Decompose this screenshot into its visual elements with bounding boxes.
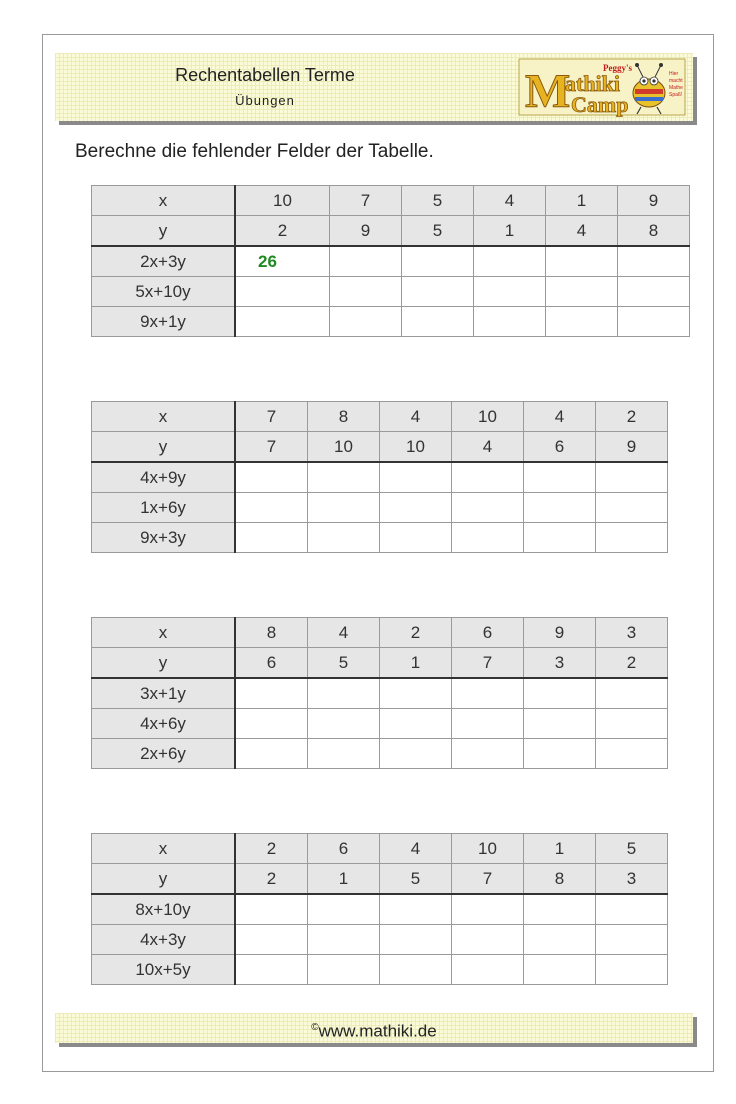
answer-cell[interactable] — [474, 277, 546, 307]
x-value: 4 — [308, 618, 380, 648]
term-row — [92, 246, 690, 277]
y-value: 9 — [596, 432, 668, 463]
x-value: 10 — [452, 402, 524, 432]
table-row-y — [92, 432, 668, 463]
calc-table-3 — [91, 617, 668, 769]
row-label-x: x — [92, 186, 236, 216]
y-value: 2 — [235, 216, 330, 247]
table-row-x — [92, 834, 668, 864]
footer-url[interactable]: www.mathiki.de — [318, 1021, 437, 1041]
answer-cell[interactable] — [618, 246, 690, 277]
y-value: 9 — [330, 216, 402, 247]
answer-cell[interactable] — [380, 462, 452, 493]
answer-cell[interactable] — [330, 277, 402, 307]
answer-cell[interactable] — [235, 523, 308, 553]
x-value: 4 — [524, 402, 596, 432]
page-subtitle: Übungen — [235, 93, 295, 108]
answer-cell[interactable] — [402, 277, 474, 307]
x-value: 7 — [235, 402, 308, 432]
y-value: 6 — [524, 432, 596, 463]
answer-cell[interactable] — [452, 955, 524, 985]
term-row — [92, 523, 668, 553]
y-value: 5 — [308, 648, 380, 679]
y-value: 3 — [596, 864, 668, 895]
x-value: 10 — [452, 834, 524, 864]
answer-cell[interactable] — [524, 462, 596, 493]
x-value: 2 — [380, 618, 452, 648]
answer-cell[interactable] — [308, 709, 380, 739]
term-label: 2x+3y — [92, 246, 236, 277]
answer-cell-example: 26 — [235, 246, 330, 277]
term-row — [92, 709, 668, 739]
table-row-x — [92, 402, 668, 432]
answer-cell[interactable] — [596, 523, 668, 553]
answer-cell[interactable] — [235, 462, 308, 493]
row-label-y: y — [92, 216, 236, 247]
y-value: 7 — [235, 432, 308, 463]
answer-cell[interactable] — [308, 493, 380, 523]
answer-cell[interactable] — [402, 307, 474, 337]
y-value: 10 — [308, 432, 380, 463]
y-value: 2 — [596, 648, 668, 679]
term-label: 4x+3y — [92, 925, 236, 955]
answer-cell[interactable] — [308, 523, 380, 553]
answer-cell[interactable] — [380, 894, 452, 925]
table-row-y — [92, 648, 668, 679]
answer-cell[interactable] — [596, 709, 668, 739]
answer-cell[interactable] — [452, 709, 524, 739]
term-label: 10x+5y — [92, 955, 236, 985]
answer-cell[interactable] — [330, 246, 402, 277]
header-banner — [55, 53, 693, 121]
term-row — [92, 925, 668, 955]
term-row — [92, 462, 668, 493]
logo-athiki: athiki — [565, 71, 621, 96]
table-row-x — [92, 618, 668, 648]
answer-cell[interactable] — [402, 246, 474, 277]
answer-cell[interactable] — [452, 523, 524, 553]
answer-cell[interactable] — [452, 739, 524, 769]
task-instruction: Berechne die fehlender Felder der Tabelle. — [75, 141, 434, 162]
answer-cell[interactable] — [596, 739, 668, 769]
answer-cell[interactable] — [618, 277, 690, 307]
answer-cell[interactable] — [380, 678, 452, 709]
y-value: 4 — [546, 216, 618, 247]
answer-cell[interactable] — [380, 925, 452, 955]
y-value: 5 — [380, 864, 452, 895]
answer-cell[interactable] — [235, 955, 308, 985]
term-row — [92, 493, 668, 523]
answer-cell[interactable] — [308, 678, 380, 709]
mathiki-camp-logo — [517, 57, 687, 117]
calc-table-4 — [91, 833, 668, 985]
svg-text:macht: macht — [669, 78, 683, 84]
answer-cell[interactable] — [452, 894, 524, 925]
answer-cell[interactable] — [524, 739, 596, 769]
copyright-symbol: © — [311, 1022, 319, 1033]
term-label: 9x+3y — [92, 523, 236, 553]
y-value: 8 — [618, 216, 690, 247]
answer-cell[interactable] — [308, 955, 380, 985]
logo-camp: Camp — [571, 92, 629, 117]
term-label: 3x+1y — [92, 678, 236, 709]
answer-cell[interactable] — [380, 709, 452, 739]
answer-cell[interactable] — [596, 462, 668, 493]
calc-table-1 — [91, 185, 690, 337]
x-value: 9 — [524, 618, 596, 648]
x-value: 4 — [380, 834, 452, 864]
answer-cell[interactable] — [235, 493, 308, 523]
logo-peggys: Peggy's — [603, 63, 632, 73]
term-label: 9x+1y — [92, 307, 236, 337]
answer-cell[interactable] — [380, 739, 452, 769]
term-row — [92, 277, 690, 307]
term-label: 8x+10y — [92, 894, 236, 925]
x-value: 3 — [596, 618, 668, 648]
answer-cell[interactable] — [524, 493, 596, 523]
calc-table-2 — [91, 401, 668, 553]
answer-cell[interactable] — [235, 277, 330, 307]
answer-cell[interactable] — [452, 678, 524, 709]
x-value: 7 — [330, 186, 402, 216]
answer-cell[interactable] — [546, 307, 618, 337]
answer-cell[interactable] — [618, 307, 690, 337]
x-value: 8 — [235, 618, 308, 648]
answer-cell[interactable] — [380, 523, 452, 553]
answer-cell[interactable] — [596, 925, 668, 955]
term-label: 5x+10y — [92, 277, 236, 307]
answer-cell[interactable] — [330, 307, 402, 337]
table-row-y — [92, 864, 668, 895]
term-row — [92, 307, 690, 337]
row-label-y: y — [92, 864, 236, 895]
answer-cell[interactable] — [524, 523, 596, 553]
y-value: 7 — [452, 648, 524, 679]
x-value: 5 — [596, 834, 668, 864]
y-value: 10 — [380, 432, 452, 463]
y-value: 5 — [402, 216, 474, 247]
answer-cell[interactable] — [596, 678, 668, 709]
term-label: 4x+9y — [92, 462, 236, 493]
answer-cell[interactable] — [235, 894, 308, 925]
x-value: 5 — [402, 186, 474, 216]
x-value: 9 — [618, 186, 690, 216]
term-row — [92, 678, 668, 709]
answer-cell[interactable] — [474, 307, 546, 337]
y-value: 8 — [524, 864, 596, 895]
logo-m-letter: M — [525, 65, 571, 117]
answer-cell[interactable] — [524, 709, 596, 739]
answer-cell[interactable] — [308, 739, 380, 769]
answer-cell[interactable] — [524, 925, 596, 955]
y-value: 1 — [474, 216, 546, 247]
row-label-x: x — [92, 402, 236, 432]
answer-cell[interactable] — [524, 955, 596, 985]
y-value: 1 — [380, 648, 452, 679]
x-value: 6 — [452, 618, 524, 648]
term-row — [92, 894, 668, 925]
answer-cell[interactable] — [474, 246, 546, 277]
answer-cell[interactable] — [596, 955, 668, 985]
answer-cell[interactable] — [524, 894, 596, 925]
answer-cell[interactable] — [235, 709, 308, 739]
y-value: 3 — [524, 648, 596, 679]
x-value: 1 — [524, 834, 596, 864]
svg-text:Spaß!: Spaß! — [669, 92, 683, 98]
row-label-x: x — [92, 834, 236, 864]
row-label-x: x — [92, 618, 236, 648]
answer-cell[interactable] — [596, 894, 668, 925]
answer-cell[interactable] — [380, 955, 452, 985]
y-value: 6 — [235, 648, 308, 679]
x-value: 6 — [308, 834, 380, 864]
x-value: 2 — [596, 402, 668, 432]
y-value: 2 — [235, 864, 308, 895]
row-label-y: y — [92, 432, 236, 463]
x-value: 8 — [308, 402, 380, 432]
x-value: 4 — [380, 402, 452, 432]
answer-cell[interactable] — [546, 277, 618, 307]
x-value: 2 — [235, 834, 308, 864]
term-row — [92, 955, 668, 985]
term-row — [92, 739, 668, 769]
answer-cell[interactable] — [452, 493, 524, 523]
term-label: 2x+6y — [92, 739, 236, 769]
x-value: 1 — [546, 186, 618, 216]
term-label: 1x+6y — [92, 493, 236, 523]
svg-text:Mathe: Mathe — [669, 85, 683, 91]
answer-cell[interactable] — [380, 493, 452, 523]
y-value: 4 — [452, 432, 524, 463]
answer-cell[interactable] — [308, 894, 380, 925]
row-label-y: y — [92, 648, 236, 679]
x-value: 10 — [235, 186, 330, 216]
answer-cell[interactable] — [235, 678, 308, 709]
term-label: 4x+6y — [92, 709, 236, 739]
answer-cell[interactable] — [524, 678, 596, 709]
y-value: 7 — [452, 864, 524, 895]
answer-cell[interactable] — [596, 493, 668, 523]
footer-banner — [55, 1013, 693, 1043]
table-row-y — [92, 216, 690, 247]
x-value: 4 — [474, 186, 546, 216]
answer-cell[interactable] — [546, 246, 618, 277]
answer-cell[interactable] — [235, 739, 308, 769]
answer-cell[interactable] — [308, 462, 380, 493]
table-row-x — [92, 186, 690, 216]
worksheet-page — [42, 34, 714, 1072]
logo-tagline: Hier — [669, 71, 679, 77]
answer-cell[interactable] — [308, 925, 380, 955]
y-value: 1 — [308, 864, 380, 895]
answer-cell[interactable] — [235, 925, 308, 955]
page-title: Rechentabellen Terme — [175, 65, 355, 85]
answer-cell[interactable] — [452, 462, 524, 493]
answer-cell[interactable] — [452, 925, 524, 955]
answer-cell[interactable] — [235, 307, 330, 337]
